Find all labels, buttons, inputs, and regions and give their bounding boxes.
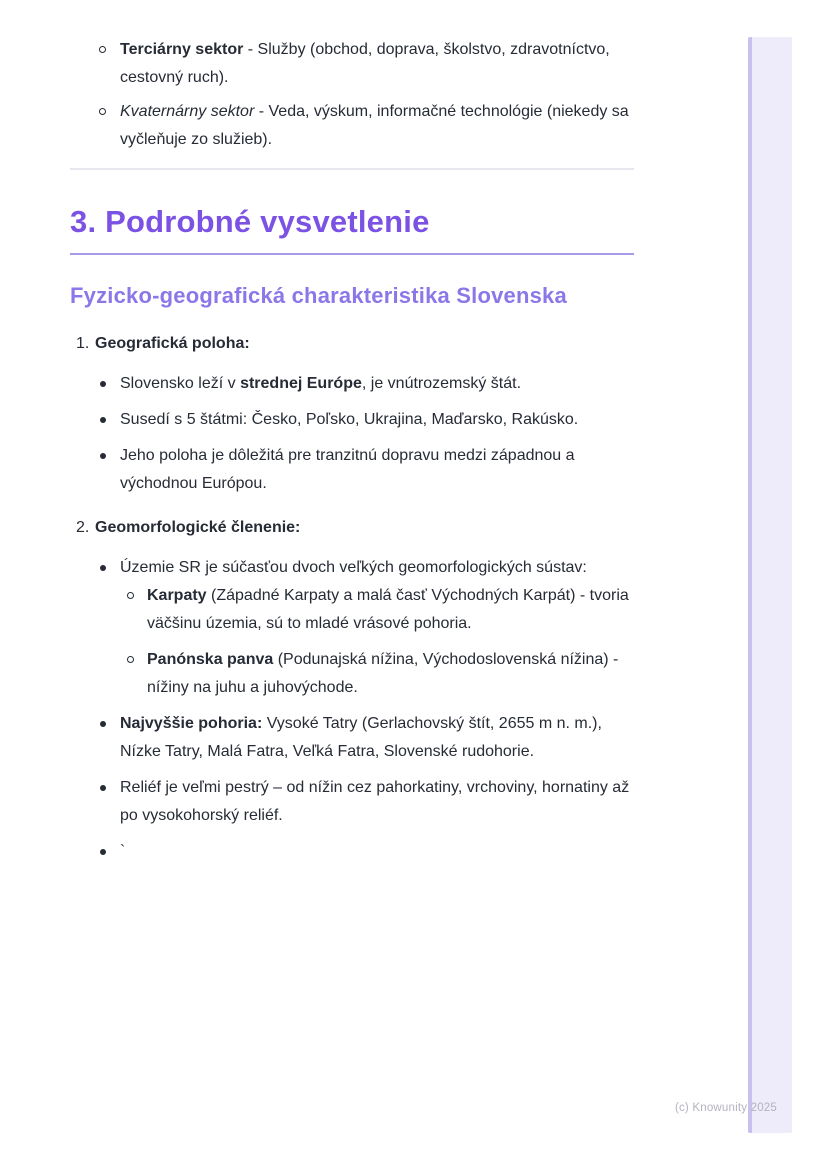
- bullet-text: Slovensko leží v: [120, 375, 241, 392]
- sub-bullet-bold: Karpaty: [147, 587, 207, 604]
- sub-bullet-list: [120, 582, 634, 702]
- bullet-item: `: [70, 838, 634, 866]
- bullet-text: , je vnútrozemský štát.: [361, 375, 522, 392]
- section-divider: [70, 168, 634, 170]
- bullet-item: [70, 554, 634, 702]
- term-bold: Terciárny sektor: [120, 41, 244, 58]
- section-geomorfologicke-clenenie: [70, 514, 634, 866]
- document-content: [70, 36, 634, 866]
- sub-bullet-text: (Západné Karpaty a malá časť Východných Karpát) - tvoria väčšinu územia, sú to mladé vrásové pohoria.: [147, 587, 629, 632]
- section-label: [70, 330, 634, 358]
- sub-bullet-bold: Panónska panva: [147, 651, 274, 668]
- bullet-item: Susedí s 5 štátmi: Česko, Poľsko, Ukrajina, Maďarsko, Rakúsko.: [70, 406, 634, 434]
- list-item-kvaternarny-sektor: [70, 98, 634, 154]
- section-heading: 3. Podrobné vysvetlenie: [70, 202, 634, 255]
- section-subheading: Fyzicko-geografická charakteristika Slovenska: [70, 283, 567, 308]
- sub-bullet-karpaty: [120, 582, 634, 638]
- watermark-text: (c) Knowunity 2025: [674, 1102, 777, 1114]
- section-number: 1.: [76, 335, 90, 352]
- bullet-item: [70, 370, 634, 398]
- bullet-item: Reliéf je veľmi pestrý – od nížin cez pahorkatiny, vrchoviny, hornatiny až po vysokohorský reliéf.: [70, 774, 634, 830]
- section-geograficka-poloha: [70, 330, 634, 498]
- section-label: [70, 514, 634, 542]
- bullet-text-bold: strednej Európe: [240, 375, 362, 392]
- bullet-list: [70, 554, 634, 866]
- sub-bullet-panonska-panva: [120, 646, 634, 702]
- term-description: - Veda, výskum, informačné technológie (niekedy sa vyčleňuje zo služieb).: [120, 103, 629, 148]
- section-title: Geografická poloha:: [95, 335, 250, 352]
- bullet-text-bold: Najvyššie pohoria:: [120, 715, 263, 732]
- list-item-terciarny-sektor: [70, 36, 634, 92]
- next-page-edge-bar: [748, 37, 792, 1133]
- bullet-text: Územie SR je súčasťou dvoch veľkých geomorfologických sústav:: [120, 559, 587, 576]
- bullet-item: Jeho poloha je dôležitá pre tranzitnú dopravu medzi západnou a východnou Európou.: [70, 442, 634, 498]
- term-description: - Služby (obchod, doprava, školstvo, zdravotníctvo, cestovný ruch).: [120, 41, 610, 86]
- numbered-sections: [70, 330, 634, 866]
- bullet-text: Vysoké Tatry (Gerlachovský štít, 2655 m n. m.), Nízke Tatry, Malá Fatra, Veľká Fatra, Slovenské rudohorie.: [120, 715, 602, 760]
- bullet-list: [70, 370, 634, 498]
- section-title: Geomorfologické členenie:: [95, 519, 301, 536]
- term-italic: Kvaternárny sektor: [120, 103, 255, 120]
- sub-bullet-text: (Podunajská nížina, Východoslovenská nížina) - nížiny na juhu a juhovýchode.: [147, 651, 619, 696]
- section-number: 2.: [76, 519, 90, 536]
- sector-list: [70, 36, 634, 154]
- bullet-item: [70, 710, 634, 766]
